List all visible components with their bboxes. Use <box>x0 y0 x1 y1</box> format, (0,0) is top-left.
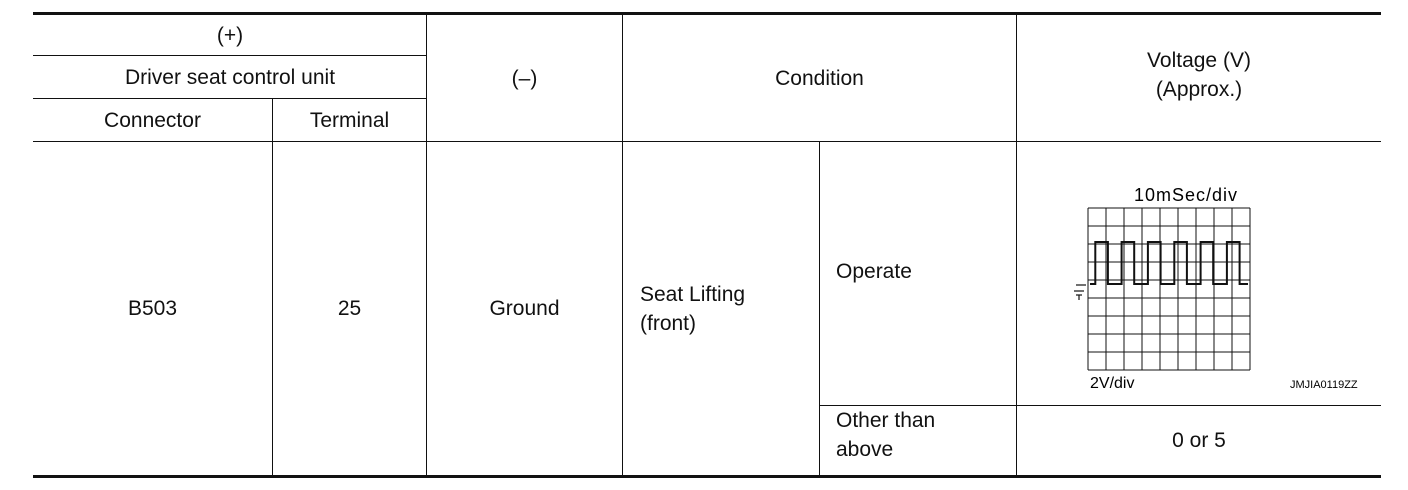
header-voltage-line2: (Approx.) <box>1155 78 1243 101</box>
condition-other-line1: Other than <box>836 409 936 432</box>
header-voltage <box>1017 15 1381 135</box>
oscilloscope-grid <box>1088 208 1250 370</box>
ground-value: Ground <box>489 297 560 320</box>
waveform-graphic <box>1064 178 1374 396</box>
header-terminal: Terminal <box>309 108 390 132</box>
condition-other-line2: above <box>836 438 894 461</box>
header-condition: Condition <box>775 66 864 90</box>
header-voltage-line1: Voltage (V) <box>1147 49 1251 72</box>
col-divider-condition <box>819 141 820 476</box>
condition-main-line1: Seat Lifting <box>640 282 746 306</box>
ground-symbol-icon <box>1074 285 1086 300</box>
condition-main <box>640 142 818 475</box>
header-minus: (–) <box>511 66 538 90</box>
time-div-label: 10mSec/div <box>1134 185 1239 205</box>
header-connector: Connector <box>104 108 201 132</box>
image-code-label: JMJIA0119ZZ <box>1290 379 1358 391</box>
connector-value: B503 <box>127 297 178 320</box>
oscilloscope-waveform <box>1064 178 1374 396</box>
condition-main-line2: (front) <box>640 311 697 335</box>
condition-other <box>836 406 1016 475</box>
table-bottom-border <box>33 475 1381 478</box>
other-voltage-value: 0 or 5 <box>1172 429 1226 452</box>
pulse-waveform <box>1090 242 1248 284</box>
header-unit: Driver seat control unit <box>124 65 336 89</box>
condition-operate: Operate <box>836 259 912 283</box>
terminal-value: 25 <box>337 297 362 320</box>
header-plus: (+) <box>216 23 244 47</box>
volt-div-label: 2V/div <box>1090 375 1135 392</box>
